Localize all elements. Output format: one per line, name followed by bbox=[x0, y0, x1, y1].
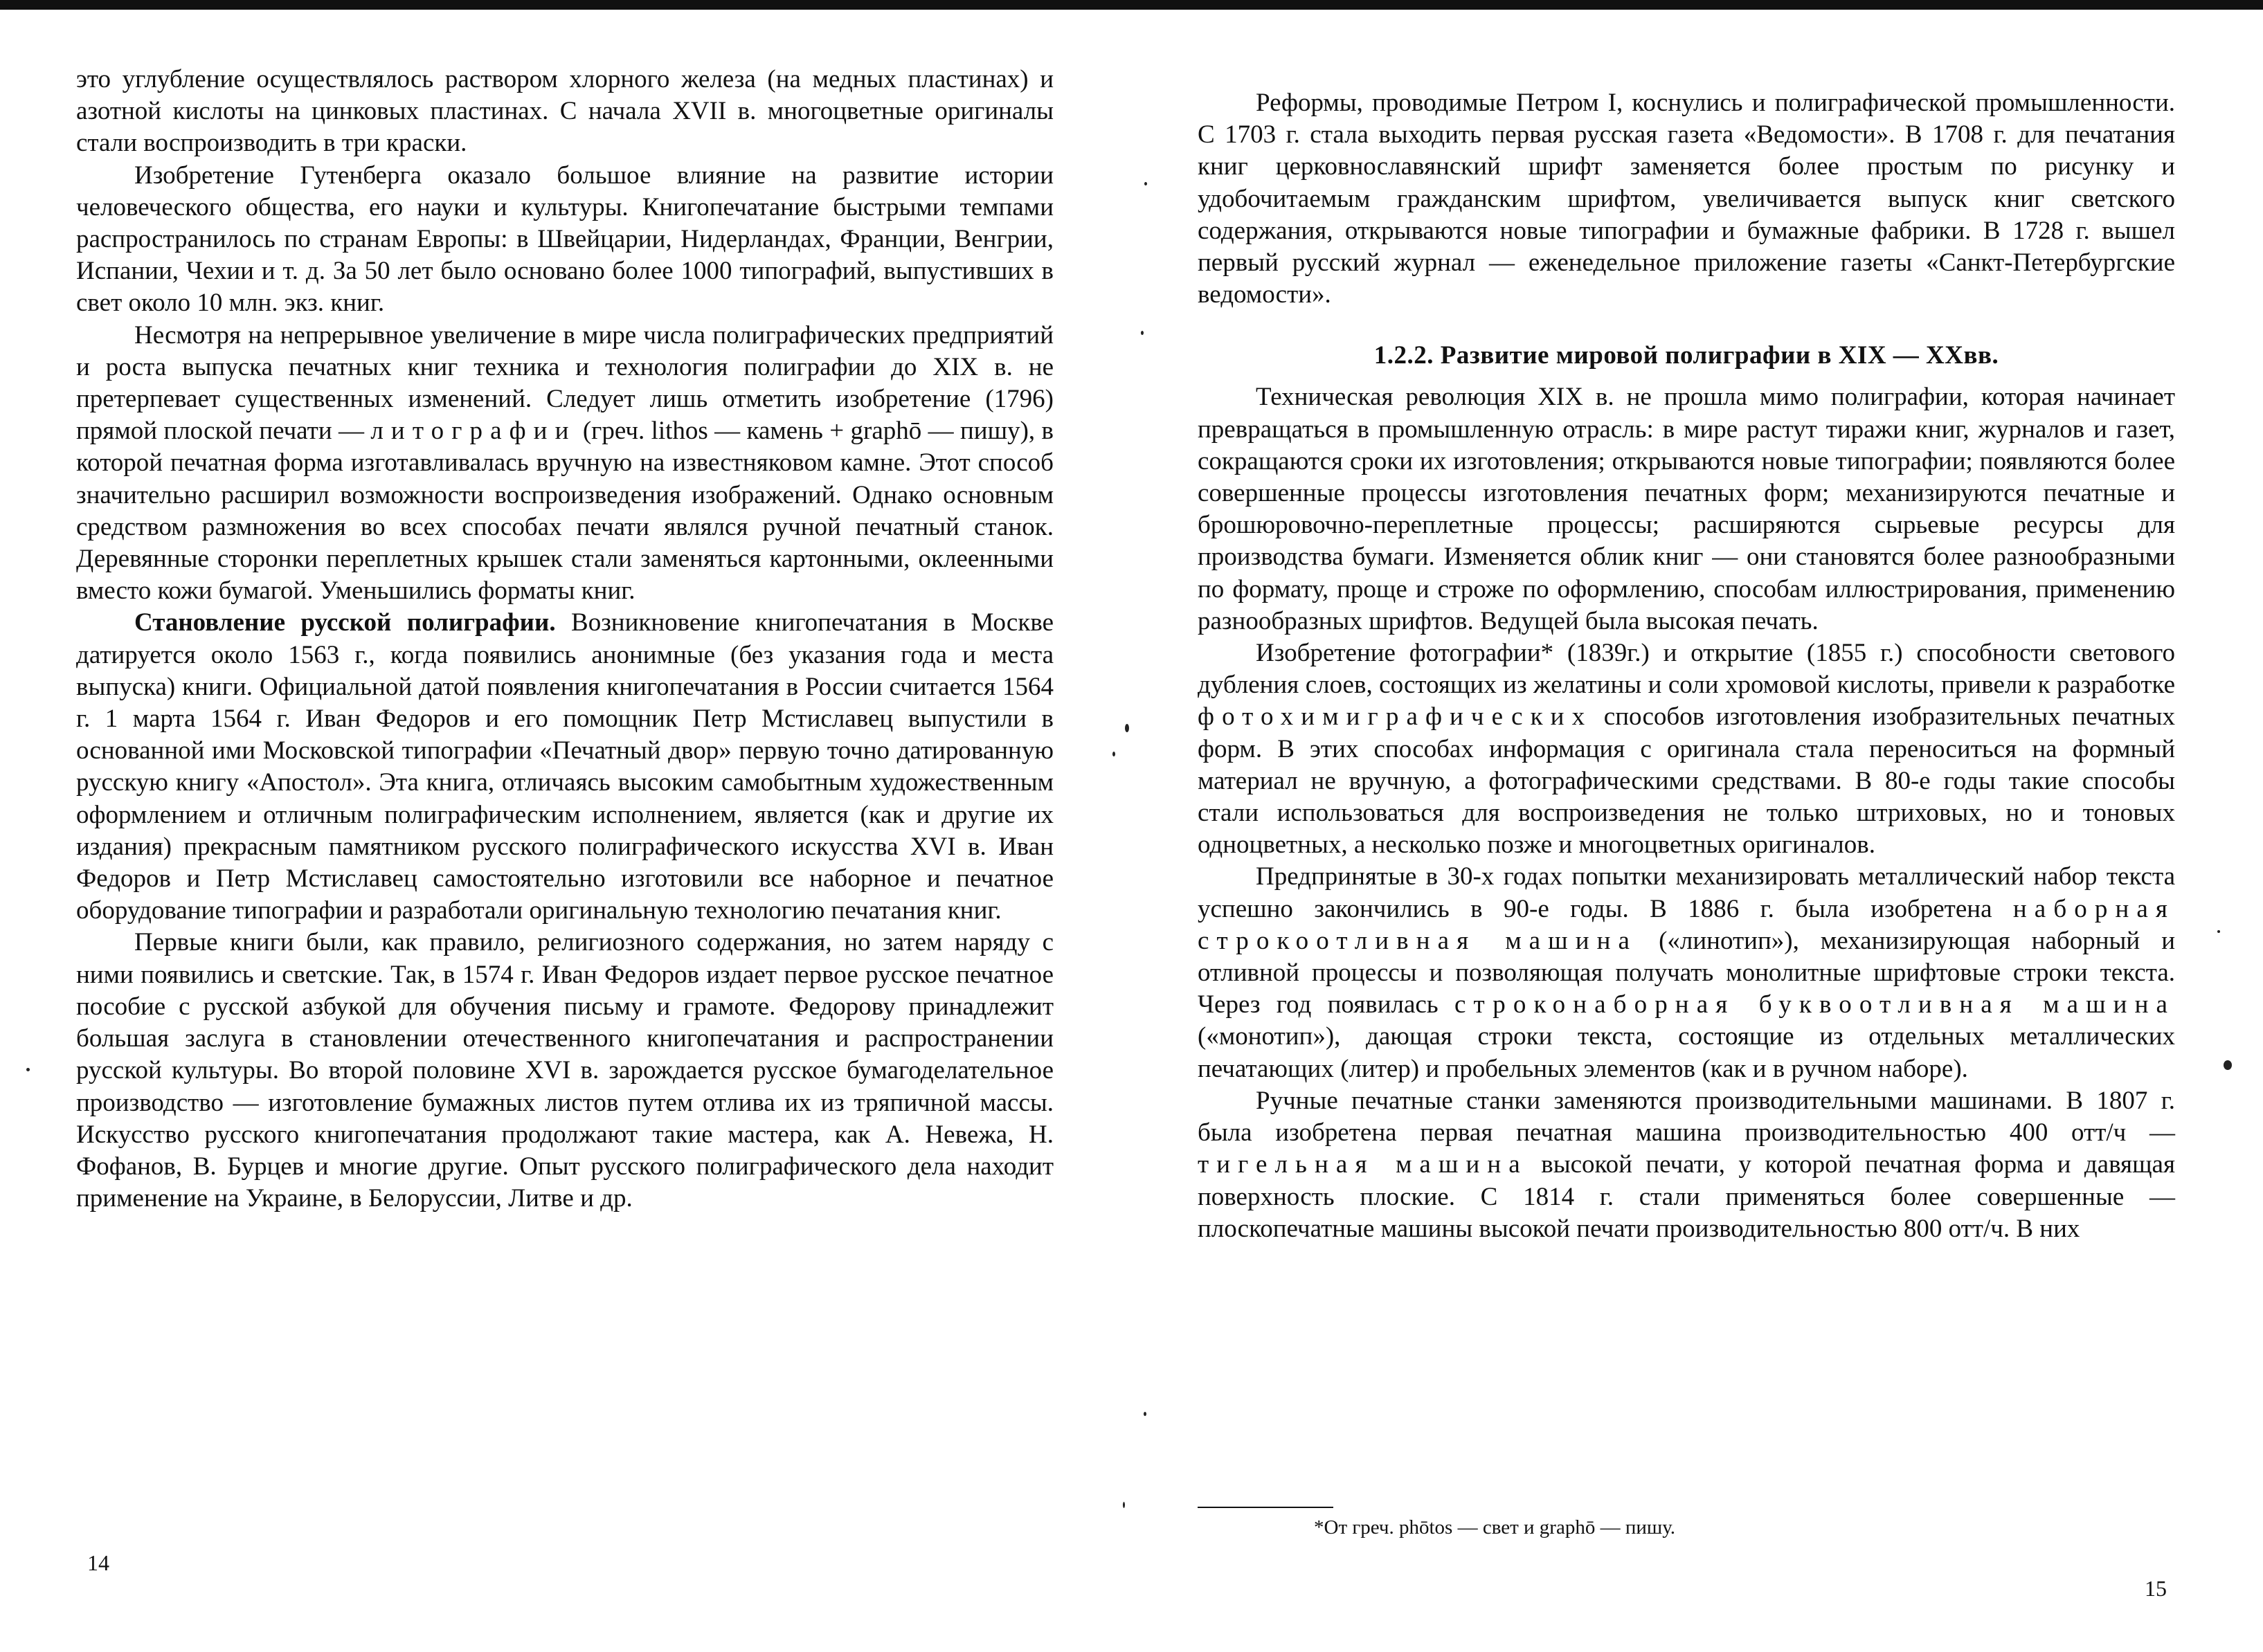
typesetting-text-2: («линотип»), механизирующая наборный и отливной процессы и позволяющая получать монолитные шрифтовые строки текста. Через год появилась bbox=[1198, 926, 2175, 1019]
paragraph-first-books: Первые книги были, как правило, религиозного содержания, но затем наряду с ними появились и светские. Так, в 1574 г. Иван Федоров издает первое русское печатное пособие с русской азбукой для обучения письму и грамоте. Федорову принадлежит большая заслуга в становлении отечественного книгопечатания и распространении русской культуры. Во второй половине XVI в. зарождается русское бумагоделательное производство — изготовление бумажных листов путем отлива их из тряпичной массы. Искусство русского книгопечатания продолжают такие мастера, как А. Невежа, Н. Фофанов, В. Бурцев и многие другие. Опыт русского полиграфического дела находит применение на Украине, в Белоруссии, Литве и др. bbox=[76, 928, 1054, 1213]
scan-speck bbox=[1141, 331, 1144, 335]
scan-speck bbox=[1112, 752, 1115, 756]
typesetting-text-3: («монотип»), дающая строки текста, состоящие из отдельных металлических печатающих (литер) и пробельных элементов (как и в ручном наборе). bbox=[1198, 1022, 2175, 1083]
printing-machines-text-2: высокой печати, у которой печатная форма и давящая поверхность плоские. С 1814 г. стали применяться более совершенные — плоскопечатные машины высокой печати производительностью 800 отт/ч. В них bbox=[1198, 1150, 2175, 1243]
right-page-text bbox=[1198, 87, 2175, 1245]
printing-machines-text-1: Ручные печатные станки заменяются производительными машинами. В 1807 г. была изобретена первая печатная машина производительностью 400 отт/ч — bbox=[1198, 1086, 2175, 1147]
page-number-right: 15 bbox=[2145, 1576, 2167, 1601]
scan-speck bbox=[2217, 930, 2220, 933]
page-number-left: 14 bbox=[87, 1550, 109, 1575]
paragraph-typesetting bbox=[1198, 861, 2175, 1084]
scan-speck bbox=[26, 1068, 30, 1071]
monotype-term: строконаборная буквоотливная машина bbox=[1454, 990, 2176, 1019]
scan-speck bbox=[2224, 1060, 2232, 1070]
footnote-rule bbox=[1198, 1507, 1333, 1508]
russian-printing-text: Возникновение книгопечатания в Москве датируется около 1563 г., когда появились анонимные (без указания года и места выпуска) книги. Официальной датой появления книгопечатания в России считается 1564 г. 1 марта 1564 г. Иван Федоров и его помощник Петр Мстиславец выпустили в основанной ими Московской типографии «Печатный двор» первую точно датированную русскую книгу «Апостол». Эта книга, отличаясь высоким самобытным художественным оформлением и отличным полиграфическим исполнением, является (как и другие их издания) прекрасным памятником русского полиграфического искусства XVI в. Иван Федоров и Петр Мстиславец самостоятельно изготовили все наборное и печатное оборудование типографии и разработали оригинальную технологию печатания книг. bbox=[76, 608, 1054, 925]
lithography-term: литографии bbox=[370, 417, 577, 446]
scan-speck bbox=[1123, 1502, 1125, 1508]
right-page bbox=[1198, 0, 2175, 1652]
photography-text-after: способов изготовления изобразительных печатных форм. В этих способах информация с оригинала стала переноситься на формный материал не вручную, а фотографическими средствами. В 80-е годы такие способы стали использоваться для воспроизведения не только штриховых, но и тоновых одноцветных, а несколько позже и многоцветных оригиналов. bbox=[1198, 702, 2175, 860]
linotype-term: наборная строкоотливная машина bbox=[1198, 894, 2175, 955]
photography-text-before: Изобретение фотографии* (1839г.) и открытие (1855 г.) способности светового дубления слоев, состоящих из желатины и соли хромовой кислоты, привели к разработке bbox=[1198, 639, 2175, 700]
typesetting-text-1: Предпринятые в 30-х годах попытки механизировать металлический набор текста успешно закончились в 90-е годы. В 1886 г. была изобретена bbox=[1198, 862, 2175, 923]
paragraph-gutenberg: Изобретение Гутенберга оказало большое влияние на развитие истории человеческого общества, его науки и культуры. Книгопечатание быстрыми темпами распространилось по странам Европы: в Швейцарии, Нидерландах, Франции, Венгрии, Испании, Чехии и т. д. За 50 лет было основано более 1000 типографий, выпустивших в свет около 10 млн. экз. книг. bbox=[76, 161, 1054, 318]
paragraph-lithography bbox=[76, 320, 1054, 608]
footnote: *От греч. phōtos — свет и graphō — пишу. bbox=[1314, 1516, 1676, 1538]
lithography-text-after: (греч. lithos — камень + graphō — пишу), в которой печатная форма изготавливалась вручную на известняковом камне. Этот способ значительно расширил возможности воспроизведения изображений. Однако основным средством размножения во всех способах печати являлся ручной печатный станок. Деревянные сторонки переплетных крышек стали заменяться картонными, оклеенными вместо кожи бумагой. Уменьшились форматы книг. bbox=[76, 417, 1054, 606]
scan-speck bbox=[1144, 1412, 1146, 1416]
left-page-text bbox=[76, 64, 1054, 1215]
paragraph-etching: это углубление осуществлялось раствором хлорного железа (на медных пластинах) и азотной кислоты на цинковых пластинах. С начала XVII в. многоцветные оригиналы стали воспроизводить в три краски. bbox=[76, 65, 1054, 158]
platen-machine-term: тигельная машина bbox=[1198, 1150, 1528, 1179]
paragraph-peter-reforms: Реформы, проводимые Петром I, коснулись и полиграфической промышленности. С 1703 г. стала выходить первая русская газета «Ведомости». В 1708 г. для печатания книг церковнославянский шрифт заменяется более простым по рисунку и удобочитаемым гражданским шрифтом, увеличивается выпуск книг светского содержания, открываются новые типографии и бумажные фабрики. В 1728 г. вышел первый русский журнал — еженедельное приложение газеты «Санкт-Петербургские ведомости». bbox=[1198, 89, 2175, 309]
scan-speck bbox=[1144, 182, 1147, 185]
scan-speck bbox=[1125, 724, 1129, 732]
paragraph-russian-printing bbox=[76, 607, 1054, 927]
lithography-text-before: Несмотря на непрерывное увеличение в мире числа полиграфических предприятий и роста выпуска печатных книг техника и технология полиграфии до XIX в. не претерпевает существенных изменений. Следует лишь отметить изобретение (1796) прямой плоской печати — bbox=[76, 320, 1054, 446]
left-page bbox=[76, 0, 1054, 1652]
paragraph-technical-revolution: Техническая революция XIX в. не прошла мимо полиграфии, которая начинает превращаться в промышленную отрасль: в мире растут тиражи книг, журналов и газет, сокращаются сроки их изготовления; открываются новые типографии; появляются более совершенные процессы изготовления печатных форм; механизируются печатные и брошюровочно-переплетные процессы; расширяются сырьевые ресурсы для производства бумаги. Изменяется облик книг — они становятся более разнообразными по формату, проще и строже по оформлению, способам иллюстрирования, применению разнообразных шрифтов. Ведущей была высокая печать. bbox=[1198, 383, 2175, 635]
paragraph-photography bbox=[1198, 637, 2175, 861]
section-title-world-printing: 1.2.2. Развитие мировой полиграфии в XIX — XXвв. bbox=[1373, 341, 1999, 370]
photochemigraphic-term: фотохимиграфических bbox=[1198, 702, 1593, 732]
paragraph-printing-machines bbox=[1198, 1085, 2175, 1245]
section-heading-russian-printing: Становление русской полиграфии. bbox=[134, 608, 556, 637]
